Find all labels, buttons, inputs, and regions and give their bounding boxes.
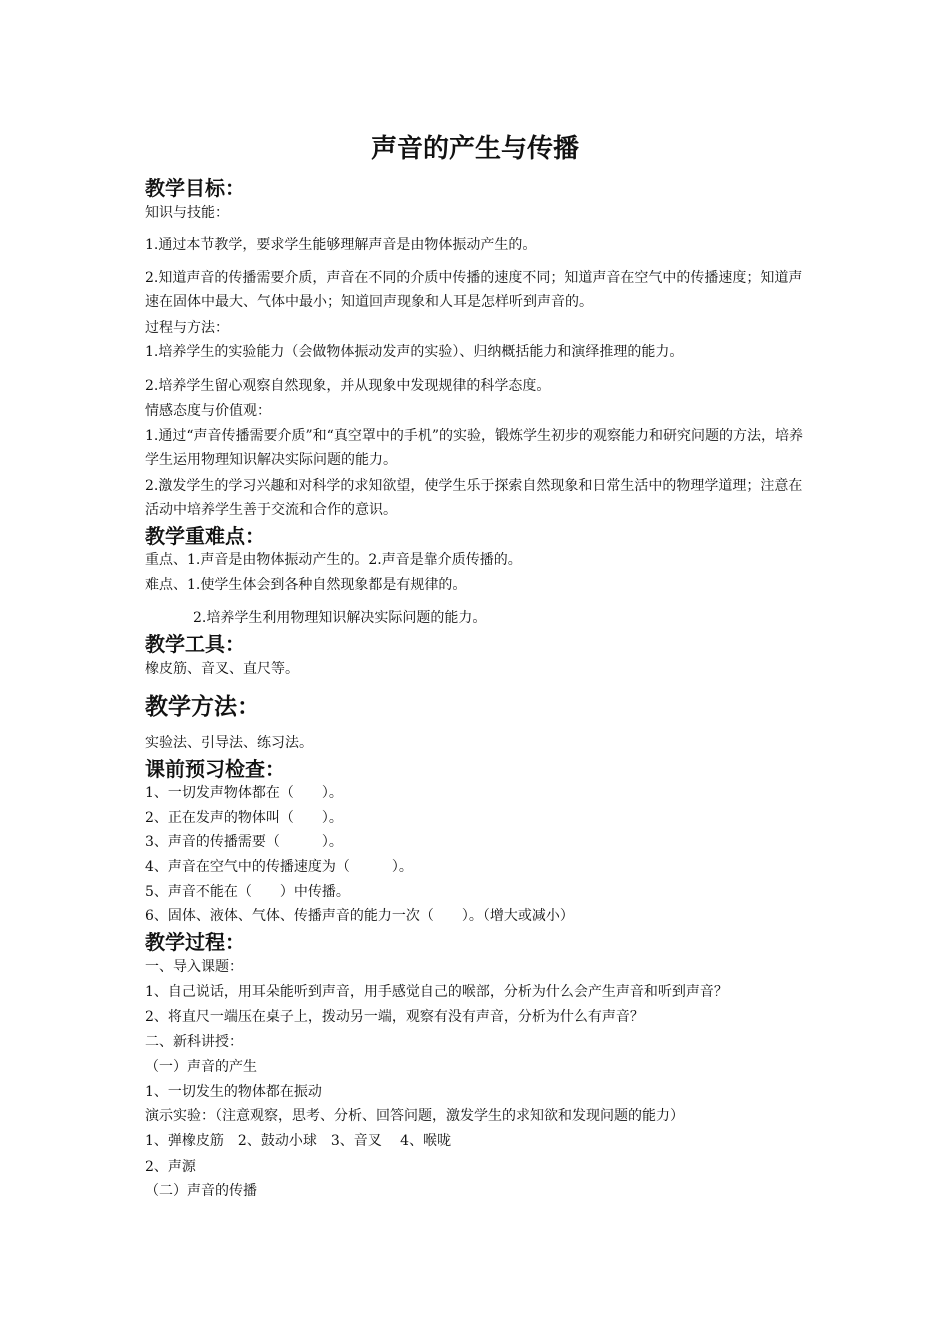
process-item-1: 1.培养学生的实验能力（会做物体振动发声的实验）、归纳概括能力和演绎推理的能力。 <box>145 344 684 360</box>
methods-text: 实验法、引导法、练习法。 <box>145 735 313 751</box>
heading-process: 教学过程： <box>145 930 245 954</box>
process-line: 1、弹橡皮筋 2、鼓动小球 3、音叉 4、喉咙 <box>145 1133 452 1149</box>
heading-methods: 教学方法： <box>145 694 260 720</box>
heading-key-points: 教学重难点： <box>145 524 265 548</box>
process-line: 一、导入课题： <box>145 959 243 975</box>
attitude-label: 情感态度与价值观： <box>145 403 271 419</box>
knowledge-label: 知识与技能： <box>145 205 229 221</box>
process-line: 2、将直尺一端压在桌子上，拨动另一端，观察有没有声音，分析为什么有声音？ <box>145 1009 644 1025</box>
document-title: 声音的产生与传播 <box>370 134 579 164</box>
process-line: 二、新科讲授： <box>145 1034 243 1050</box>
process-label: 过程与方法： <box>145 320 229 336</box>
process-line: （二）声音的传播 <box>145 1183 257 1199</box>
key-point-important: 重点、1.声音是由物体振动产生的。2.声音是靠介质传播的。 <box>145 552 522 568</box>
heading-tools: 教学工具： <box>145 632 245 656</box>
knowledge-item-1: 1.通过本节教学，要求学生能够理解声音是由物体振动产生的。 <box>145 237 537 253</box>
preview-item: 4、声音在空气中的传播速度为（ ）。 <box>145 859 413 875</box>
attitude-item-2: 2.激发学生的学习兴趣和对科学的求知欲望，使学生乐于探索自然现象和日常生活中的物理学道理；注意在活动中培养学生善于交流和合作的意识。 <box>145 478 803 518</box>
process-line: 演示实验：（注意观察，思考、分析、回答问题，激发学生的求知欲和发现问题的能力） <box>145 1108 684 1124</box>
preview-item: 6、固体、液体、气体、传播声音的能力一次（ ）。（增大或减小） <box>145 908 574 924</box>
preview-item: 5、声音不能在（ ）中传播。 <box>145 884 350 900</box>
key-point-difficult: 难点、1.使学生体会到各种自然现象都是有规律的。 <box>145 577 467 593</box>
knowledge-item-2: 2.知道声音的传播需要介质，声音在不同的介质中传播的速度不同；知道声音在空气中的传播速度；知道声速在固体中最大、气体中最小；知道回声现象和人耳是怎样听到声音的。 <box>145 270 803 310</box>
key-point-difficult-2: 2.培养学生利用物理知识解决实际问题的能力。 <box>193 610 487 626</box>
tools-text: 橡皮筋、音叉、直尺等。 <box>145 661 299 677</box>
process-line: 1、自己说话，用耳朵能听到声音，用手感觉自己的喉部，分析为什么会产生声音和听到声音？ <box>145 984 728 1000</box>
process-line: 2、声源 <box>145 1159 196 1175</box>
heading-objectives: 教学目标： <box>145 176 245 200</box>
preview-item: 3、声音的传播需要（ ）。 <box>145 834 343 850</box>
attitude-item-1: 1.通过“声音传播需要介质”和“真空罩中的手机”的实验，锻炼学生初步的观察能力和研究问题的方法，培养学生运用物理知识解决实际问题的能力。 <box>145 428 803 468</box>
process-item-2: 2.培养学生留心观察自然现象，并从现象中发现规律的科学态度。 <box>145 378 551 394</box>
heading-preview: 课前预习检查： <box>145 757 285 781</box>
preview-item: 1、一切发声物体都在（ ）。 <box>145 785 343 801</box>
preview-item: 2、正在发声的物体叫（ ）。 <box>145 810 343 826</box>
process-line: （一）声音的产生 <box>145 1059 257 1075</box>
process-line: 1、一切发生的物体都在振动 <box>145 1084 322 1100</box>
